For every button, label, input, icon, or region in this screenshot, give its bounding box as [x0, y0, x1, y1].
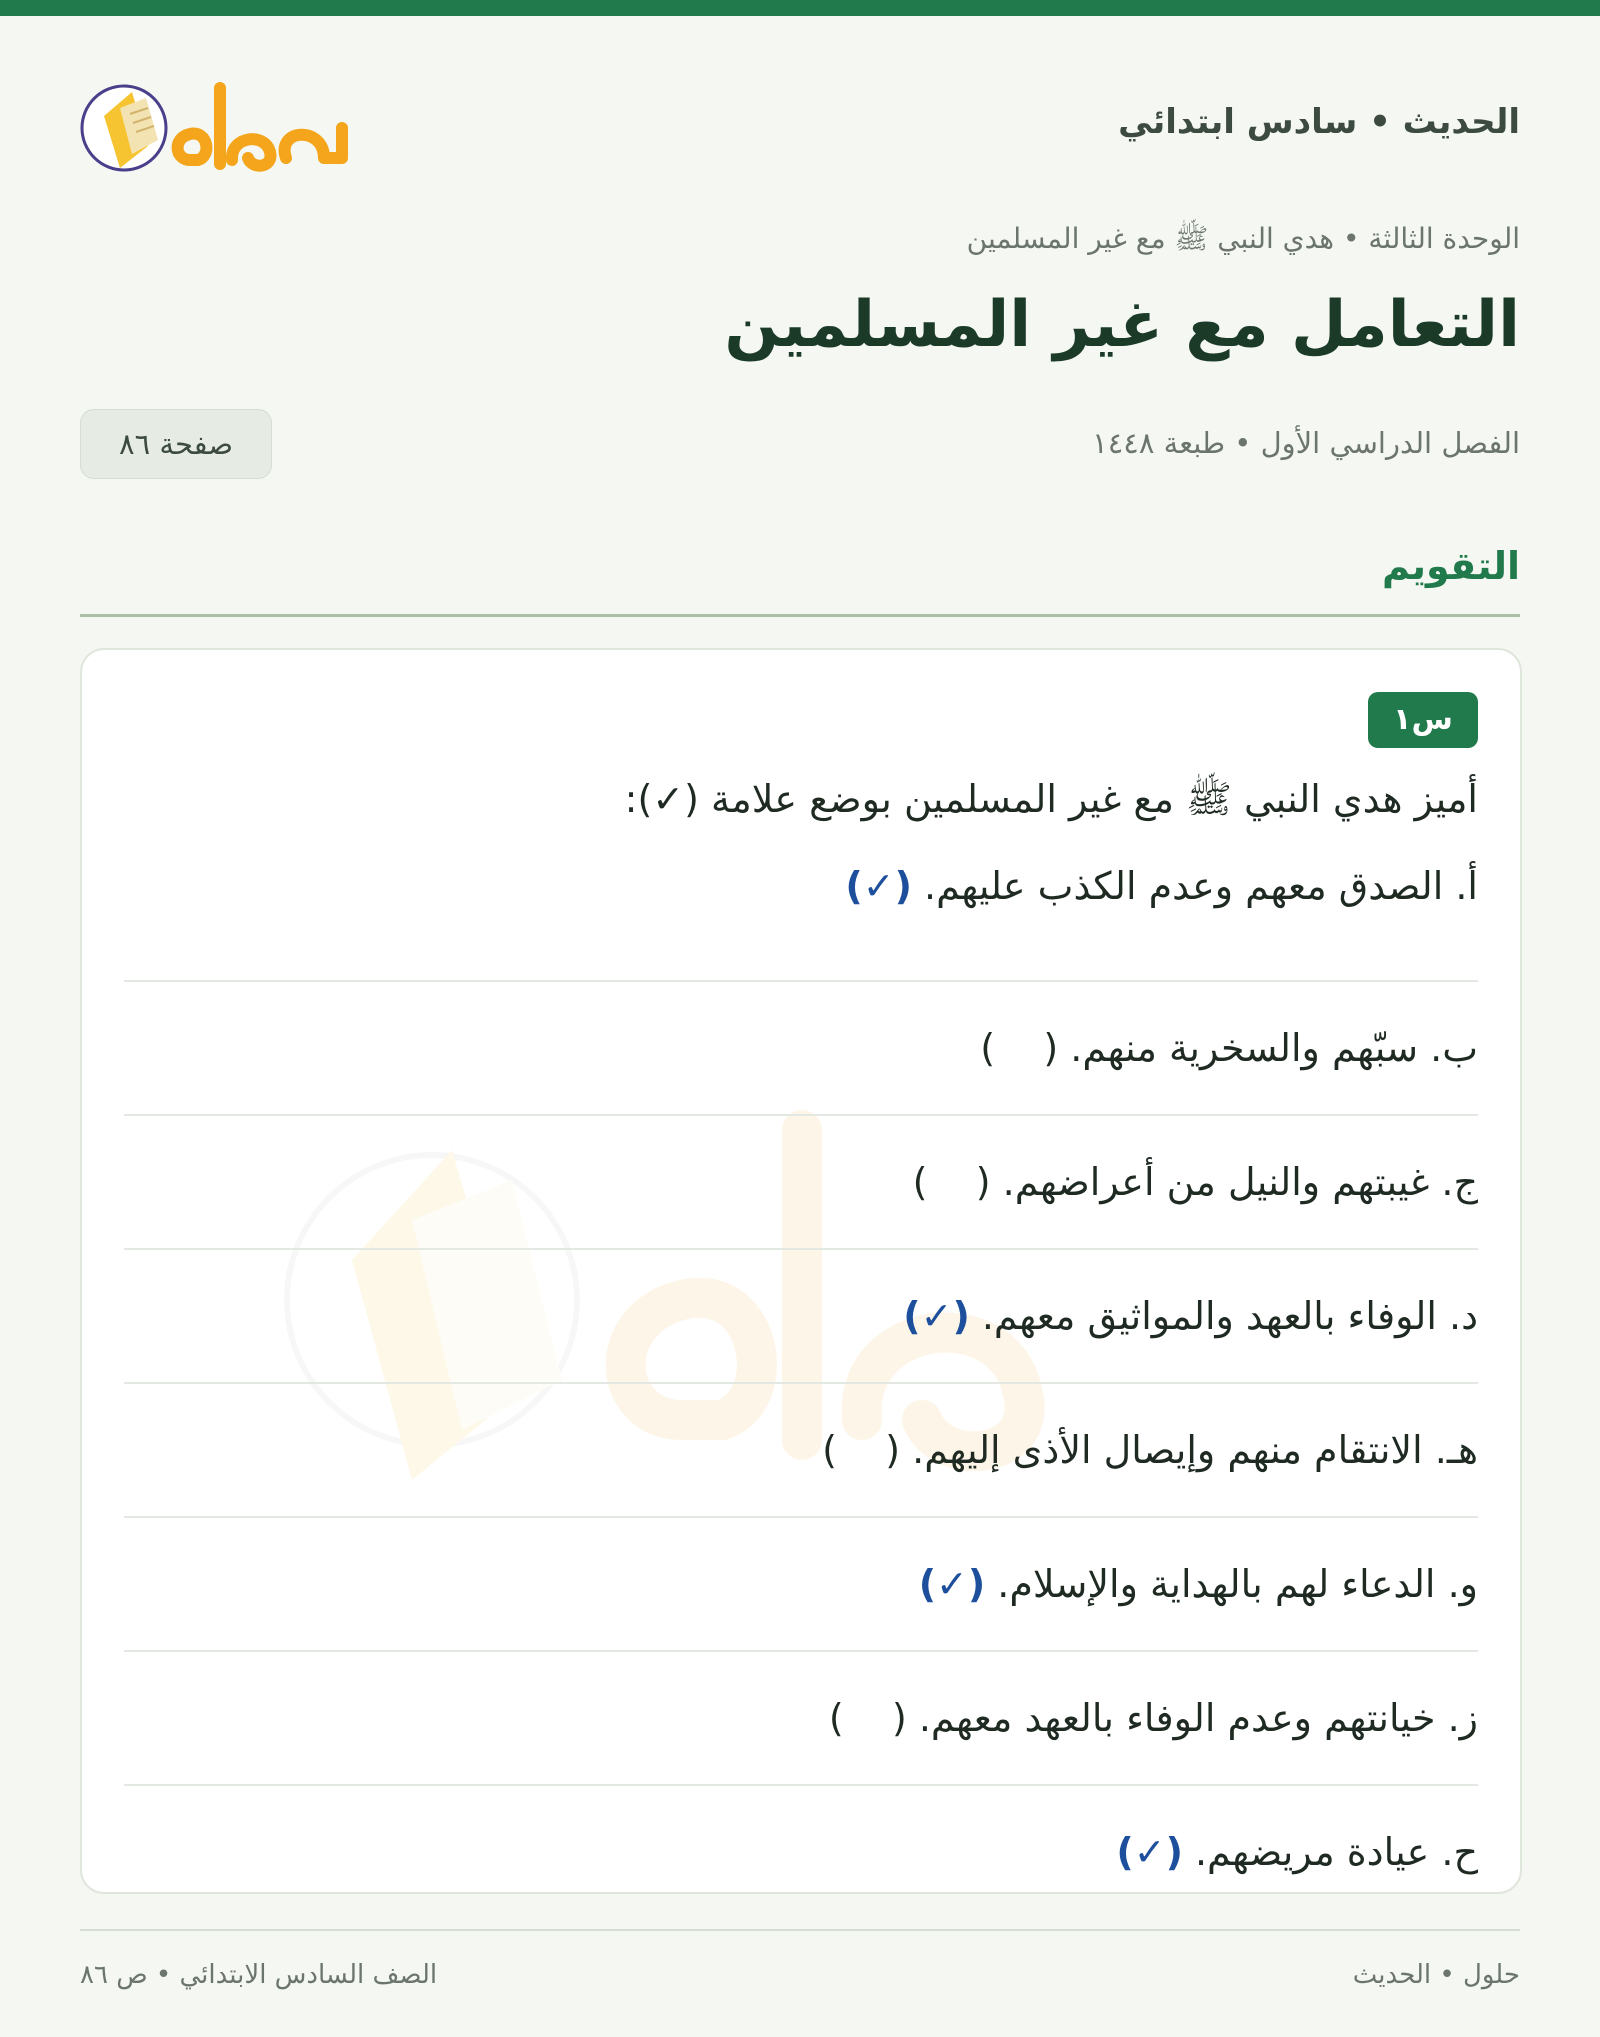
answer-item[interactable] — [124, 1384, 1478, 1518]
answer-item[interactable] — [124, 1652, 1478, 1786]
footer-page-info: الصف السادس الابتدائي • ص ٨٦ — [80, 1960, 438, 1990]
check-mark-icon[interactable]: (✓) — [903, 1294, 970, 1338]
answer-item[interactable] — [124, 982, 1478, 1116]
answer-blank[interactable]: ( ) — [828, 1696, 907, 1740]
answer-text: هـ. الانتقام منهم وإيصال الأذى إليهم. — [912, 1428, 1478, 1472]
answer-blank[interactable]: ( ) — [980, 1026, 1059, 1070]
check-mark-icon[interactable]: (✓) — [918, 1562, 986, 1606]
answer-text: ب. سبّهم والسخرية منهم. — [1070, 1026, 1478, 1070]
answer-item[interactable] — [124, 1518, 1478, 1652]
question-number-badge: س١ — [1368, 692, 1478, 748]
footer-divider — [80, 1929, 1520, 1931]
answer-blank[interactable]: ( ) — [822, 1428, 901, 1472]
answer-item[interactable] — [124, 1250, 1478, 1384]
answer-item[interactable] — [124, 1786, 1478, 1894]
lesson-meta: الفصل الدراسي الأول • طبعة ١٤٤٨ — [1092, 426, 1520, 460]
check-mark-icon[interactable]: (✓) — [845, 864, 912, 908]
page-header — [80, 60, 1520, 190]
answer-item[interactable] — [124, 1116, 1478, 1250]
answer-item[interactable] — [124, 864, 1478, 982]
answer-list — [124, 864, 1478, 1894]
question-card — [80, 648, 1522, 1894]
footer-brand: حلول • الحديث — [1352, 1960, 1520, 1990]
section-divider — [80, 614, 1520, 617]
top-accent-bar — [0, 0, 1600, 16]
lesson-title: التعامل مع غير المسلمين — [724, 288, 1520, 362]
answer-text: أ. الصدق معهم وعدم الكذب عليهم. — [924, 864, 1478, 908]
answer-text: ج. غيبتهم والنيل من أعراضهم. — [1002, 1160, 1478, 1204]
answer-blank[interactable]: ( ) — [912, 1160, 991, 1204]
check-mark-icon[interactable]: (✓) — [1116, 1830, 1183, 1874]
answer-text: و. الدعاء لهم بالهداية والإسلام. — [997, 1562, 1478, 1606]
section-title: التقويم — [1381, 544, 1520, 588]
answer-text: ح. عيادة مريضهم. — [1194, 1830, 1478, 1874]
brand-logo[interactable] — [80, 68, 360, 188]
page-number-badge: صفحة ٨٦ — [80, 409, 272, 479]
answer-text: د. الوفاء بالعهد والمواثيق معهم. — [981, 1294, 1478, 1338]
unit-label: الوحدة الثالثة • هدي النبي ﷺ مع غير المسلمين — [966, 222, 1520, 255]
subject-label: الحديث • سادس ابتدائي — [1118, 102, 1520, 142]
question-prompt: أميز هدي النبي ﷺ مع غير المسلمين بوضع علامة (✓): — [624, 777, 1478, 821]
answer-text: ز. خيانتهم وعدم الوفاء بالعهد معهم. — [918, 1696, 1478, 1740]
